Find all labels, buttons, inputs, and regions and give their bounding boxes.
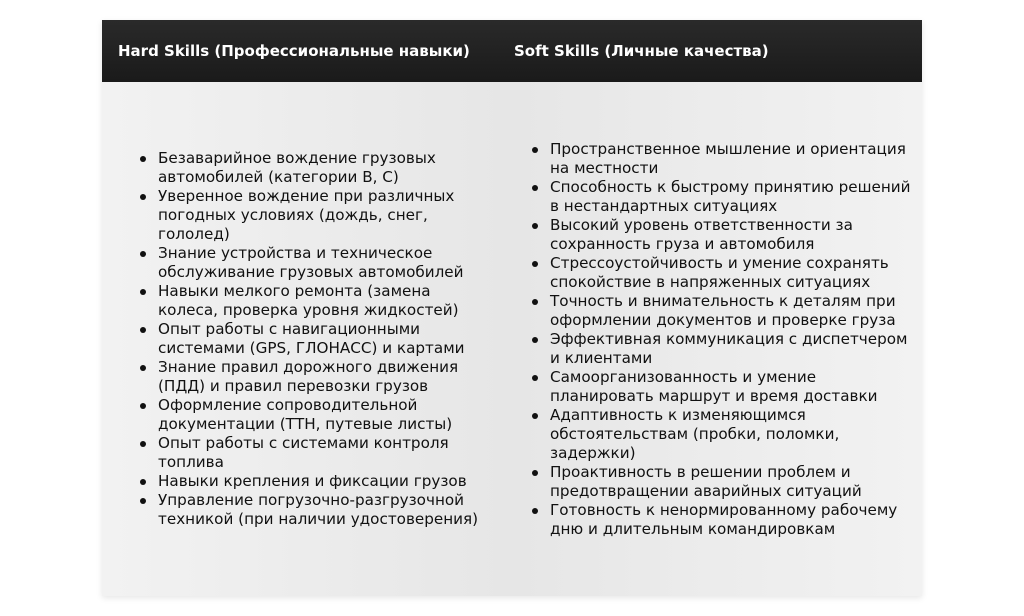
list-item: Опыт работы с навигационными системами (GPS, ГЛОНАСС) и картами — [158, 320, 490, 358]
list-item: Безаварийное вождение грузовых автомобилей (категории B, C) — [158, 149, 490, 187]
list-item: Стрессоустойчивость и умение сохранять спокойствие в напряженных ситуациях — [550, 254, 914, 292]
table-header — [102, 20, 922, 82]
list-item: Управление погрузочно-разгрузочной техникой (при наличии удостоверения) — [158, 491, 490, 529]
soft-skills-heading: Soft Skills (Личные качества) — [514, 42, 769, 60]
table-body — [102, 82, 922, 596]
list-item: Способность к быстрому принятию решений в нестандартных ситуациях — [550, 178, 914, 216]
list-item: Уверенное вождение при различных погодных условиях (дождь, снег, гололед) — [158, 187, 490, 244]
soft-skills-list — [530, 140, 914, 539]
hard-skills-column — [102, 82, 498, 596]
list-item: Навыки крепления и фиксации грузов — [158, 472, 490, 491]
list-item: Эффективная коммуникация с диспетчером и клиентами — [550, 330, 914, 368]
list-item: Проактивность в решении проблем и предотвращении аварийных ситуаций — [550, 463, 914, 501]
list-item: Готовность к ненормированному рабочему дню и длительным командировкам — [550, 501, 914, 539]
list-item: Адаптивность к изменяющимся обстоятельствам (пробки, поломки, задержки) — [550, 406, 914, 463]
skills-table — [102, 20, 922, 596]
list-item: Знание правил дорожного движения (ПДД) и правил перевозки грузов — [158, 358, 490, 396]
list-item: Оформление сопроводительной документации (ТТН, путевые листы) — [158, 396, 490, 434]
list-item: Точность и внимательность к деталям при оформлении документов и проверке груза — [550, 292, 914, 330]
list-item: Опыт работы с системами контроля топлива — [158, 434, 490, 472]
list-item: Высокий уровень ответственности за сохранность груза и автомобиля — [550, 216, 914, 254]
soft-skills-column — [498, 82, 922, 596]
list-item: Пространственное мышление и ориентация на местности — [550, 140, 914, 178]
list-item: Самоорганизованность и умение планировать маршрут и время доставки — [550, 368, 914, 406]
hard-skills-list — [138, 149, 490, 529]
hard-skills-heading: Hard Skills (Профессиональные навыки) — [118, 42, 470, 60]
list-item: Навыки мелкого ремонта (замена колеса, проверка уровня жидкостей) — [158, 282, 490, 320]
list-item: Знание устройства и техническое обслуживание грузовых автомобилей — [158, 244, 490, 282]
